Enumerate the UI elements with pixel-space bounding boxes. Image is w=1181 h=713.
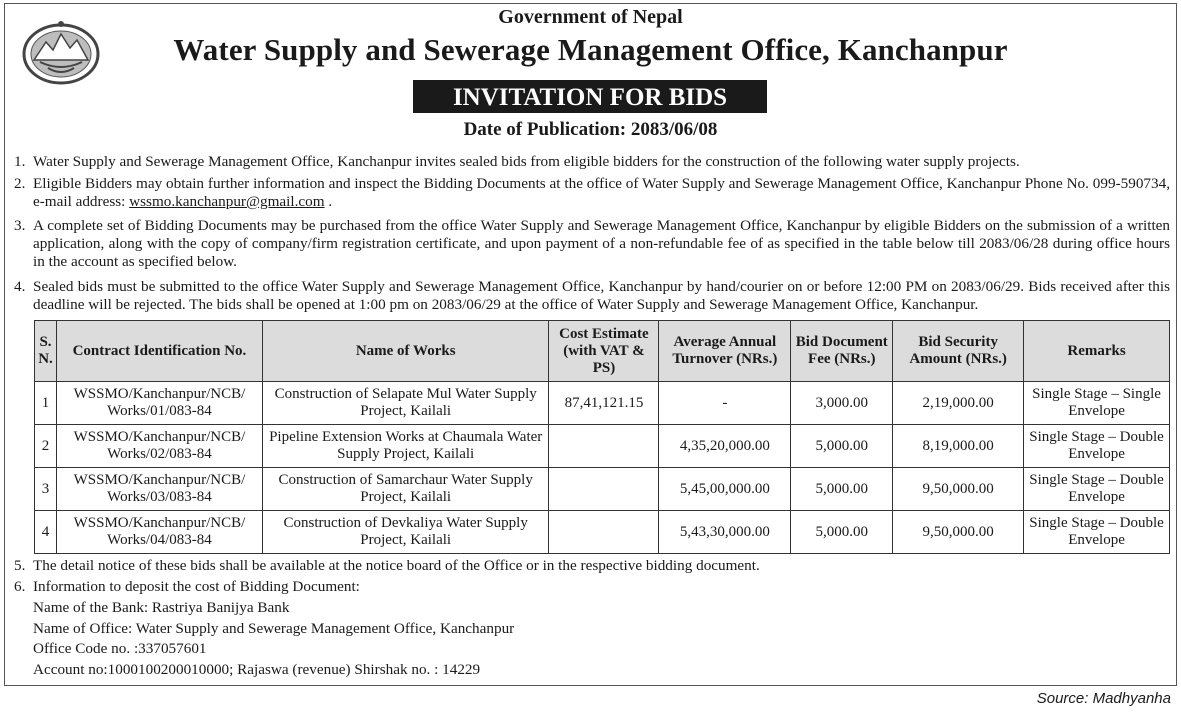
paragraph-5 [14,557,1170,575]
paragraph-1 [14,153,1170,171]
office-code-line: Office Code no. :337057601 [33,640,207,657]
paragraph-number: 3. [14,217,26,234]
paragraph-2 [14,175,1170,211]
bids-table [34,320,1170,554]
cell-contract-id: WSSMO/Kanchanpur/NCB/ Works/01/083-84 [56,382,262,425]
cell-name-of-works: Construction of Samarchaur Water Supply Project, Kailali [262,468,549,511]
paragraph-text: Water Supply and Sewerage Management Office, Kanchanpur invites sealed bids from eligible bidders for the construction of the following water supply projects. [33,153,1020,170]
header-bid-document-fee: Bid Document Fee (NRs.) [791,321,893,382]
paragraph-number: 4. [14,278,26,295]
cell-cost-estimate [549,511,659,554]
table-header-row [35,321,1170,382]
paragraph-text-part: . [324,193,333,210]
paragraph-3 [14,217,1170,271]
header-average-turnover: Average Annual Turnover (NRs.) [659,321,791,382]
table-row [35,511,1170,554]
header-name-of-works: Name of Works [262,321,549,382]
paragraph-number: 1. [14,153,26,170]
cell-average-turnover: - [659,382,791,425]
paragraph-number: 6. [14,578,26,595]
cell-contract-id: WSSMO/Kanchanpur/NCB/ Works/03/083-84 [56,468,262,511]
paragraph-number: 2. [14,175,26,192]
header-sn: S. N. [35,321,57,382]
cell-bid-document-fee: 5,000.00 [791,425,893,468]
cell-contract-id: WSSMO/Kanchanpur/NCB/ Works/02/083-84 [56,425,262,468]
cell-cost-estimate [549,468,659,511]
table-row [35,468,1170,511]
cell-remarks: Single Stage – Double Envelope [1024,425,1170,468]
cell-bid-security: 8,19,000.00 [893,425,1024,468]
cell-cost-estimate: 87,41,121.15 [549,382,659,425]
government-title: Government of Nepal [498,6,683,28]
cell-remarks: Single Stage – Double Envelope [1024,511,1170,554]
paragraph-6 [14,578,1170,596]
paragraph-text: A complete set of Bidding Documents may be purchased from the office Water Supply and Sewerage Management Office, Kanchanpur by eligible Bidders on the submission of a written application, along with the copy of company/firm registration certificate, and upon payment of a non-refundable fee of as specified in the table below till 2083/06/28 during office hours in the account as specified below. [33,217,1170,270]
cell-average-turnover: 5,43,30,000.00 [659,511,791,554]
cell-remarks: Single Stage – Double Envelope [1024,468,1170,511]
paragraph-4 [14,278,1170,314]
cell-name-of-works: Construction of Selapate Mul Water Supply Project, Kailali [262,382,549,425]
cell-average-turnover: 5,45,00,000.00 [659,468,791,511]
cell-name-of-works: Pipeline Extension Works at Chaumala Water Supply Project, Kailali [262,425,549,468]
source-credit: Source: Madhyanha [1036,690,1171,707]
cell-bid-document-fee: 5,000.00 [791,468,893,511]
cell-bid-security: 2,19,000.00 [893,382,1024,425]
paragraph-text: Sealed bids must be submitted to the office Water Supply and Sewerage Management Office, Kanchanpur by hand/courier on or before 12:00 PM on 2083/06/29. Bids received after this deadline will be rejected. The bids shall be opened at 1:00 pm on 2083/06/29 at the office of Water Supply and Sewerage Management Office, Kanchanpur. [33,278,1170,313]
publication-date: Date of Publication: 2083/06/08 [463,119,718,140]
office-name-line: Name of Office: Water Supply and Sewerage Management Office, Kanchanpur [33,620,515,637]
cell-bid-security: 9,50,000.00 [893,468,1024,511]
cell-sn: 3 [35,468,57,511]
office-title: Water Supply and Sewerage Management Office, Kanchanpur [173,32,1008,67]
cell-sn: 2 [35,425,57,468]
header-remarks: Remarks [1024,321,1170,382]
email-link[interactable]: wssmo.kanchanpur@gmail.com [129,193,325,210]
paragraph-text: Information to deposit the cost of Bidding Document: [33,578,360,595]
cell-cost-estimate [549,425,659,468]
cell-contract-id: WSSMO/Kanchanpur/NCB/ Works/04/083-84 [56,511,262,554]
cell-average-turnover: 4,35,20,000.00 [659,425,791,468]
paragraph-text [33,175,1170,211]
cell-bid-security: 9,50,000.00 [893,511,1024,554]
table-row [35,382,1170,425]
cell-remarks: Single Stage – Single Envelope [1024,382,1170,425]
cell-sn: 1 [35,382,57,425]
cell-name-of-works: Construction of Devkaliya Water Supply Project, Kailali [262,511,549,554]
cell-sn: 4 [35,511,57,554]
header-bid-security: Bid Security Amount (NRs.) [893,321,1024,382]
paragraph-number: 5. [14,557,26,574]
header-contract-id: Contract Identification No. [56,321,262,382]
bank-name-line: Name of the Bank: Rastriya Banijya Bank [33,599,290,616]
cell-bid-document-fee: 5,000.00 [791,511,893,554]
paragraph-text: The detail notice of these bids shall be available at the notice board of the Office or in the respective bidding document. [33,557,760,574]
paragraph-text-part: Eligible Bidders may obtain further information and inspect the Bidding Documents at the office of Water Supply and Sewerage Management Office, Kanchanpur Phone No. 099-590734, e-mail address: [33,175,1170,210]
account-line: Account no:1000100200010000; Rajaswa (revenue) Shirshak no. : 14229 [33,661,481,678]
header-cost-estimate: Cost Estimate (with VAT & PS) [549,321,659,382]
table-row [35,425,1170,468]
invitation-banner: INVITATION FOR BIDS [413,80,767,113]
cell-bid-document-fee: 3,000.00 [791,382,893,425]
